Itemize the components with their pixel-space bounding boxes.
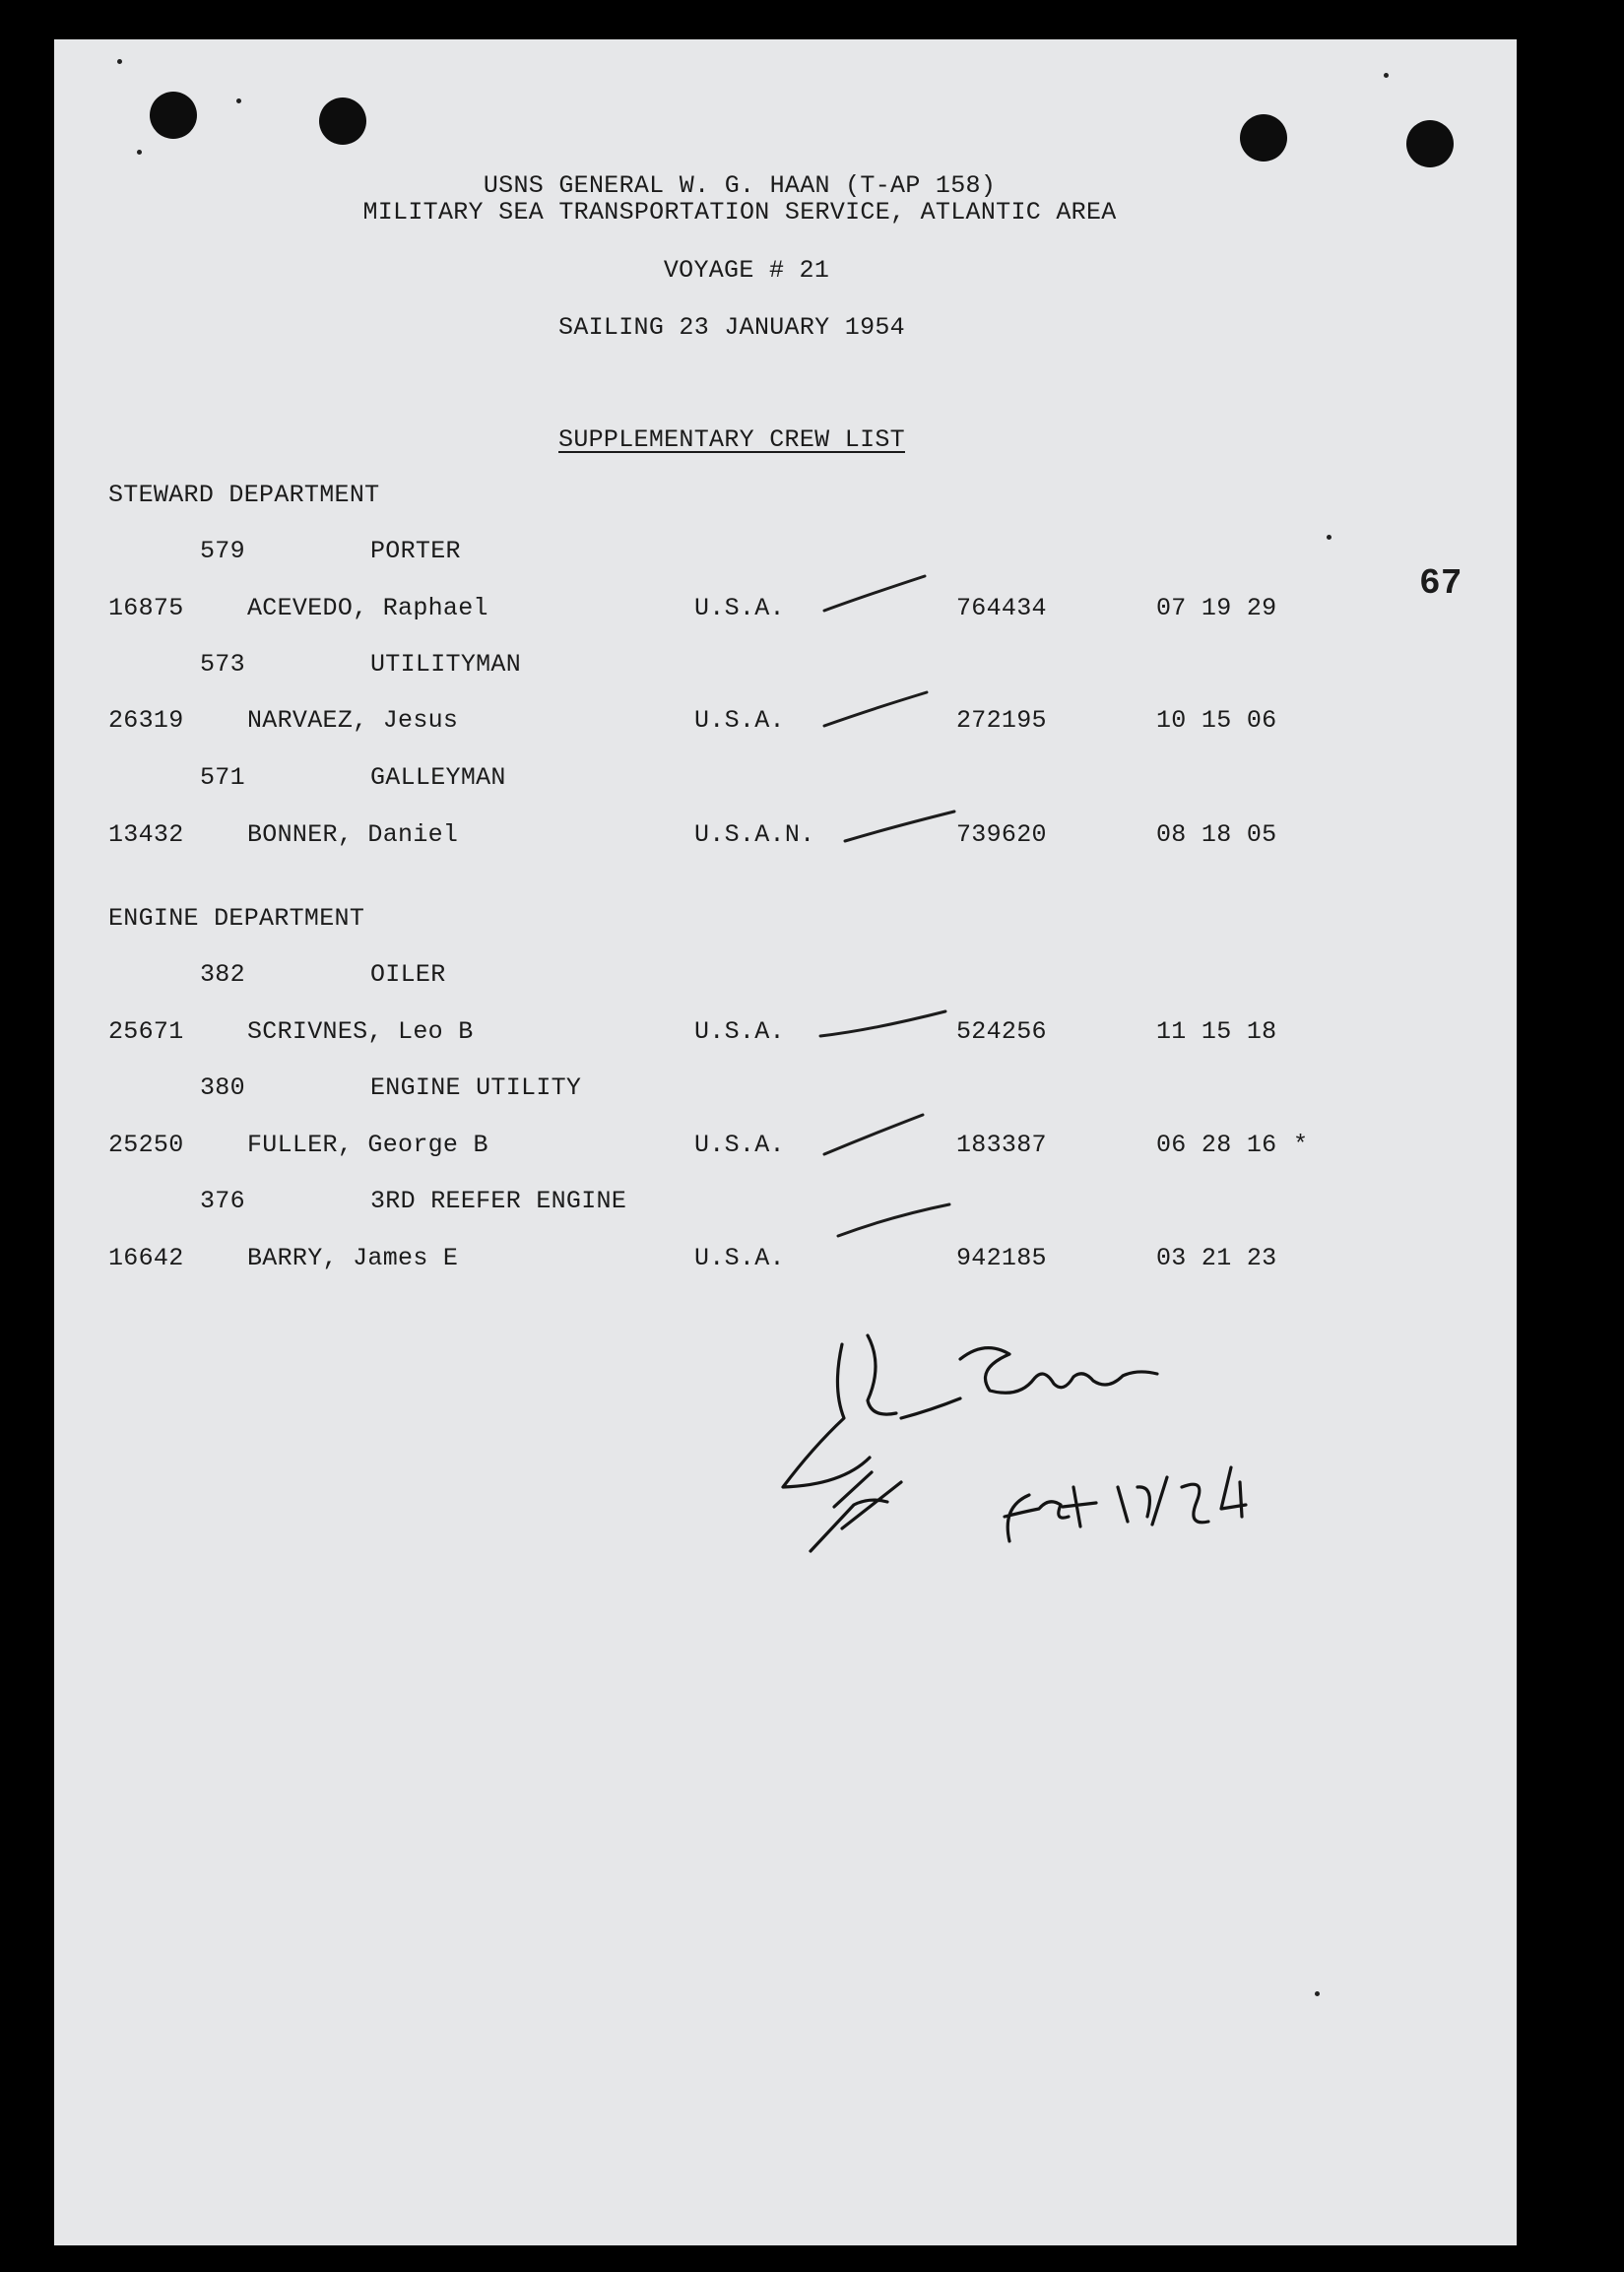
rating-code: 376 — [200, 1187, 245, 1215]
check-mark — [845, 811, 954, 841]
citizenship: U.S.A.N. — [694, 820, 815, 849]
citizenship: U.S.A. — [694, 1131, 785, 1159]
crew-id: 16875 — [108, 594, 184, 622]
asterisk-note: * — [1293, 1131, 1309, 1159]
check-mark — [824, 1115, 923, 1154]
check-mark — [838, 1204, 949, 1236]
crew-id: 13432 — [108, 820, 184, 849]
document-number: 272195 — [956, 706, 1047, 735]
rating-code: 382 — [200, 960, 245, 989]
birth-date: 11 15 18 — [1156, 1017, 1277, 1046]
ship-name: USNS GENERAL W. G. HAAN (T-AP 158) — [483, 171, 997, 200]
crew-name: NARVAEZ, Jesus — [247, 706, 459, 735]
rating-code: 380 — [200, 1073, 245, 1102]
crew-id: 25250 — [108, 1131, 184, 1159]
crew-name: BONNER, Daniel — [247, 820, 459, 849]
rating-title: GALLEYMAN — [370, 763, 506, 792]
check-mark — [820, 1011, 945, 1036]
document-number: 183387 — [956, 1131, 1047, 1159]
crew-name: BARRY, James E — [247, 1244, 459, 1272]
rating-title: ENGINE UTILITY — [370, 1073, 582, 1102]
crew-id: 26319 — [108, 706, 184, 735]
voyage-number: VOYAGE # 21 — [663, 256, 830, 285]
citizenship: U.S.A. — [694, 1017, 785, 1046]
handwriting-layer — [54, 39, 1517, 2245]
crew-name: SCRIVNES, Leo B — [247, 1017, 474, 1046]
rating-code: 571 — [200, 763, 245, 792]
document-number: 942185 — [956, 1244, 1047, 1272]
birth-date: 06 28 16 — [1156, 1131, 1277, 1159]
rating-title: OILER — [370, 960, 446, 989]
document-number: 739620 — [956, 820, 1047, 849]
birth-date: 10 15 06 — [1156, 706, 1277, 735]
check-mark — [824, 692, 927, 726]
check-mark — [824, 576, 925, 611]
department-heading: STEWARD DEPARTMENT — [108, 481, 380, 509]
rating-code: 573 — [200, 650, 245, 679]
birth-date: 07 19 29 — [1156, 594, 1277, 622]
page-number: 67 — [1419, 563, 1462, 604]
rating-title: 3RD REEFER ENGINE — [370, 1187, 627, 1215]
rating-title: UTILITYMAN — [370, 650, 522, 679]
birth-date: 08 18 05 — [1156, 820, 1277, 849]
citizenship: U.S.A. — [694, 594, 785, 622]
rating-title: PORTER — [370, 537, 461, 565]
rating-code: 579 — [200, 537, 245, 565]
sailing-date: SAILING 23 JANUARY 1954 — [558, 313, 905, 342]
citizenship: U.S.A. — [694, 1244, 785, 1272]
list-title: SUPPLEMENTARY CREW LIST — [558, 425, 905, 454]
department-heading: ENGINE DEPARTMENT — [108, 904, 365, 933]
crew-name: ACEVEDO, Raphael — [247, 594, 488, 622]
crew-id: 16642 — [108, 1244, 184, 1272]
service-area: MILITARY SEA TRANSPORTATION SERVICE, ATLANTIC AREA — [362, 198, 1117, 227]
crew-name: FULLER, George B — [247, 1131, 488, 1159]
crew-id: 25671 — [108, 1017, 184, 1046]
signature-drawing — [783, 1335, 1246, 1551]
birth-date: 03 21 23 — [1156, 1244, 1277, 1272]
document-number: 764434 — [956, 594, 1047, 622]
document-number: 524256 — [956, 1017, 1047, 1046]
citizenship: U.S.A. — [694, 706, 785, 735]
document-page — [54, 39, 1517, 2245]
